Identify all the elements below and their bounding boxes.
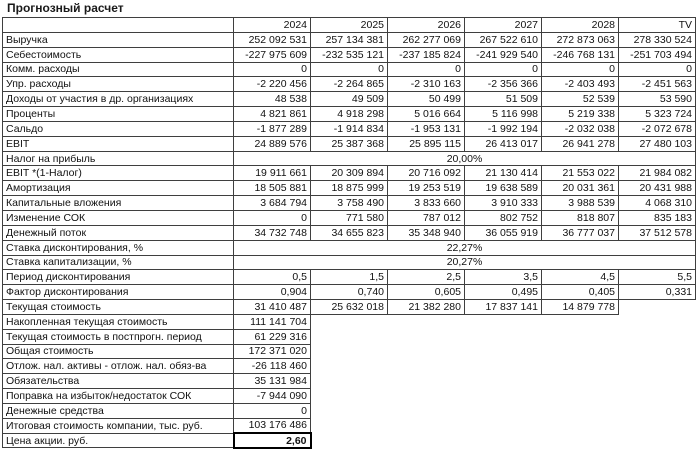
- cell-value: 3 684 794: [234, 196, 311, 211]
- row-label: Ставка капитализации, %: [3, 255, 234, 270]
- table-row: [3, 32, 696, 47]
- merged-value-cell: 20,27%: [234, 255, 696, 270]
- table-row: [3, 359, 696, 374]
- row-label: Проценты: [3, 107, 234, 122]
- cell-value: -2 451 563: [619, 77, 696, 92]
- row-label: Денежные средства: [3, 403, 234, 418]
- row-label: Комм. расходы: [3, 62, 234, 77]
- column-header: 2025: [311, 18, 388, 33]
- row-label: Капитальные вложения: [3, 196, 234, 211]
- blank-cell: [619, 300, 696, 315]
- cell-value: 0: [234, 403, 311, 418]
- row-label: Фактор дисконтирования: [3, 285, 234, 300]
- cell-value: -251 703 494: [619, 47, 696, 62]
- cell-value: 802 752: [465, 210, 542, 225]
- cell-value: 0,495: [465, 285, 542, 300]
- table-row: [3, 433, 696, 448]
- column-header: 2026: [388, 18, 465, 33]
- table-row: [3, 240, 696, 255]
- cell-value: 34 655 823: [311, 225, 388, 240]
- table-row: [3, 285, 696, 300]
- cell-value: 21 130 414: [465, 166, 542, 181]
- table-row: [3, 225, 696, 240]
- cell-value: -2 310 163: [388, 77, 465, 92]
- table-row: [3, 389, 696, 404]
- cell-value: 3 910 333: [465, 196, 542, 211]
- cell-value: 50 499: [388, 92, 465, 107]
- cell-value: 49 509: [311, 92, 388, 107]
- cell-value: 818 807: [542, 210, 619, 225]
- row-label: Себестоимость: [3, 47, 234, 62]
- cell-value: -237 185 824: [388, 47, 465, 62]
- cell-value: 252 092 531: [234, 32, 311, 47]
- table-row: [3, 151, 696, 166]
- cell-value: 0,331: [619, 285, 696, 300]
- column-header: TV: [619, 18, 696, 33]
- table-row: [3, 210, 696, 225]
- row-label: Цена акции. руб.: [3, 433, 234, 448]
- cell-value: 20 031 361: [542, 181, 619, 196]
- cell-value: -2 403 493: [542, 77, 619, 92]
- cell-value: 0: [619, 62, 696, 77]
- blank-area: [311, 314, 696, 329]
- cell-value: -26 118 460: [234, 359, 311, 374]
- cell-value: 26 941 278: [542, 136, 619, 151]
- cell-value: 2,5: [388, 270, 465, 285]
- cell-value: 5,5: [619, 270, 696, 285]
- row-label: EBIT: [3, 136, 234, 151]
- cell-value: 36 777 037: [542, 225, 619, 240]
- row-label: EBIT *(1-Налог): [3, 166, 234, 181]
- cell-value: -2 264 865: [311, 77, 388, 92]
- cell-value: 19 638 589: [465, 181, 542, 196]
- cell-value: 53 590: [619, 92, 696, 107]
- cell-value: 35 131 984: [234, 374, 311, 389]
- row-label: Сальдо: [3, 121, 234, 136]
- cell-value: 26 413 017: [465, 136, 542, 151]
- cell-value: 21 382 280: [388, 300, 465, 315]
- table-row: [3, 77, 696, 92]
- cell-value: -241 929 540: [465, 47, 542, 62]
- forecast-table-body: [3, 18, 696, 448]
- cell-value: 5 323 724: [619, 107, 696, 122]
- cell-value: -1 877 289: [234, 121, 311, 136]
- cell-value: 787 012: [388, 210, 465, 225]
- cell-value: 20 431 988: [619, 181, 696, 196]
- cell-value: 0,740: [311, 285, 388, 300]
- table-row: [3, 344, 696, 359]
- row-label: Амортизация: [3, 181, 234, 196]
- cell-value: -246 768 131: [542, 47, 619, 62]
- blank-area: [311, 389, 696, 404]
- cell-value: 20 309 894: [311, 166, 388, 181]
- table-row: [3, 92, 696, 107]
- table-row: [3, 166, 696, 181]
- merged-value-cell: 22,27%: [234, 240, 696, 255]
- cell-value: 111 141 704: [234, 314, 311, 329]
- cell-value: -1 992 194: [465, 121, 542, 136]
- cell-value: 14 879 778: [542, 300, 619, 315]
- cell-value: 835 183: [619, 210, 696, 225]
- cell-value: 48 538: [234, 92, 311, 107]
- cell-value: -2 220 456: [234, 77, 311, 92]
- cell-value: 0: [542, 62, 619, 77]
- cell-value: 25 387 368: [311, 136, 388, 151]
- cell-value: 3 833 660: [388, 196, 465, 211]
- row-label: Обязательства: [3, 374, 234, 389]
- cell-value: -1 953 131: [388, 121, 465, 136]
- cell-value: 0,405: [542, 285, 619, 300]
- cell-value: 262 277 069: [388, 32, 465, 47]
- table-row: [3, 418, 696, 433]
- blank-area: [311, 433, 696, 448]
- cell-value: 61 229 316: [234, 329, 311, 344]
- cell-value: 5 116 998: [465, 107, 542, 122]
- table-row: [3, 62, 696, 77]
- row-label: Накопленная текущая стоимость: [3, 314, 234, 329]
- column-header: 2028: [542, 18, 619, 33]
- row-label: Денежный поток: [3, 225, 234, 240]
- column-header: 2024: [234, 18, 311, 33]
- cell-value: 0,605: [388, 285, 465, 300]
- header-row: [3, 18, 696, 33]
- table-row: [3, 329, 696, 344]
- cell-value: 20 716 092: [388, 166, 465, 181]
- cell-value: 0: [311, 62, 388, 77]
- table-row: [3, 136, 696, 151]
- cell-value: 21 984 082: [619, 166, 696, 181]
- cell-value: 31 410 487: [234, 300, 311, 315]
- row-label: Итоговая стоимость компании, тыс. руб.: [3, 418, 234, 433]
- corner-cell: [3, 18, 234, 33]
- cell-value: 172 371 020: [234, 344, 311, 359]
- column-header: 2027: [465, 18, 542, 33]
- table-row: [3, 196, 696, 211]
- table-row: [3, 403, 696, 418]
- cell-value: -2 072 678: [619, 121, 696, 136]
- blank-area: [311, 329, 696, 344]
- cell-value: 0: [465, 62, 542, 77]
- table-row: [3, 314, 696, 329]
- row-label: Налог на прибыль: [3, 151, 234, 166]
- row-label: Отлож. нал. активы - отлож. нал. обяз-ва: [3, 359, 234, 374]
- cell-value: 0,904: [234, 285, 311, 300]
- cell-value: 34 732 748: [234, 225, 311, 240]
- cell-value: 25 895 115: [388, 136, 465, 151]
- cell-value: -2 032 038: [542, 121, 619, 136]
- cell-value: 4 918 298: [311, 107, 388, 122]
- row-label: Доходы от участия в др. организациях: [3, 92, 234, 107]
- cell-value: 25 632 018: [311, 300, 388, 315]
- cell-value: 0: [388, 62, 465, 77]
- cell-value: 19 911 661: [234, 166, 311, 181]
- row-label: Период дисконтирования: [3, 270, 234, 285]
- cell-value: -232 535 121: [311, 47, 388, 62]
- cell-value: 0: [234, 62, 311, 77]
- cell-value: 4,5: [542, 270, 619, 285]
- cell-value: 21 553 022: [542, 166, 619, 181]
- cell-value: -227 975 609: [234, 47, 311, 62]
- row-label: Текущая стоимость в постпрогн. период: [3, 329, 234, 344]
- table-row: [3, 270, 696, 285]
- row-label: Изменение СОК: [3, 210, 234, 225]
- cell-value: 18 875 999: [311, 181, 388, 196]
- row-label: Упр. расходы: [3, 77, 234, 92]
- cell-value: 103 176 486: [234, 418, 311, 433]
- cell-value: 0,5: [234, 270, 311, 285]
- cell-value: 51 509: [465, 92, 542, 107]
- cell-value: 2,60: [234, 433, 311, 448]
- row-label: Общая стоимость: [3, 344, 234, 359]
- blank-area: [311, 359, 696, 374]
- table-row: [3, 47, 696, 62]
- table-row: [3, 374, 696, 389]
- table-row: [3, 300, 696, 315]
- cell-value: 771 580: [311, 210, 388, 225]
- cell-value: 27 480 103: [619, 136, 696, 151]
- blank-area: [311, 418, 696, 433]
- blank-area: [311, 374, 696, 389]
- cell-value: 24 889 576: [234, 136, 311, 151]
- cell-value: 17 837 141: [465, 300, 542, 315]
- cell-value: 19 253 519: [388, 181, 465, 196]
- forecast-table: [2, 17, 696, 449]
- blank-area: [311, 344, 696, 359]
- cell-value: 278 330 524: [619, 32, 696, 47]
- row-label: Ставка дисконтирования, %: [3, 240, 234, 255]
- table-row: [3, 181, 696, 196]
- cell-value: 0: [234, 210, 311, 225]
- cell-value: -7 944 090: [234, 389, 311, 404]
- cell-value: 267 522 610: [465, 32, 542, 47]
- row-label: Выручка: [3, 32, 234, 47]
- cell-value: -1 914 834: [311, 121, 388, 136]
- cell-value: 4 068 310: [619, 196, 696, 211]
- table-row: [3, 255, 696, 270]
- table-row: [3, 121, 696, 136]
- cell-value: 36 055 919: [465, 225, 542, 240]
- row-label: Поправка на избыток/недостаток СОК: [3, 389, 234, 404]
- cell-value: 5 016 664: [388, 107, 465, 122]
- table-row: [3, 107, 696, 122]
- page-title: Прогнозный расчет: [7, 1, 124, 15]
- cell-value: 37 512 578: [619, 225, 696, 240]
- cell-value: 3 758 490: [311, 196, 388, 211]
- cell-value: 5 219 338: [542, 107, 619, 122]
- cell-value: 1,5: [311, 270, 388, 285]
- cell-value: 52 539: [542, 92, 619, 107]
- merged-value-cell: 20,00%: [234, 151, 696, 166]
- cell-value: 272 873 063: [542, 32, 619, 47]
- cell-value: 257 134 381: [311, 32, 388, 47]
- cell-value: 18 505 881: [234, 181, 311, 196]
- cell-value: 35 348 940: [388, 225, 465, 240]
- cell-value: 3 988 539: [542, 196, 619, 211]
- cell-value: 4 821 861: [234, 107, 311, 122]
- cell-value: -2 356 366: [465, 77, 542, 92]
- cell-value: 3,5: [465, 270, 542, 285]
- row-label: Текущая стоимость: [3, 300, 234, 315]
- blank-area: [311, 403, 696, 418]
